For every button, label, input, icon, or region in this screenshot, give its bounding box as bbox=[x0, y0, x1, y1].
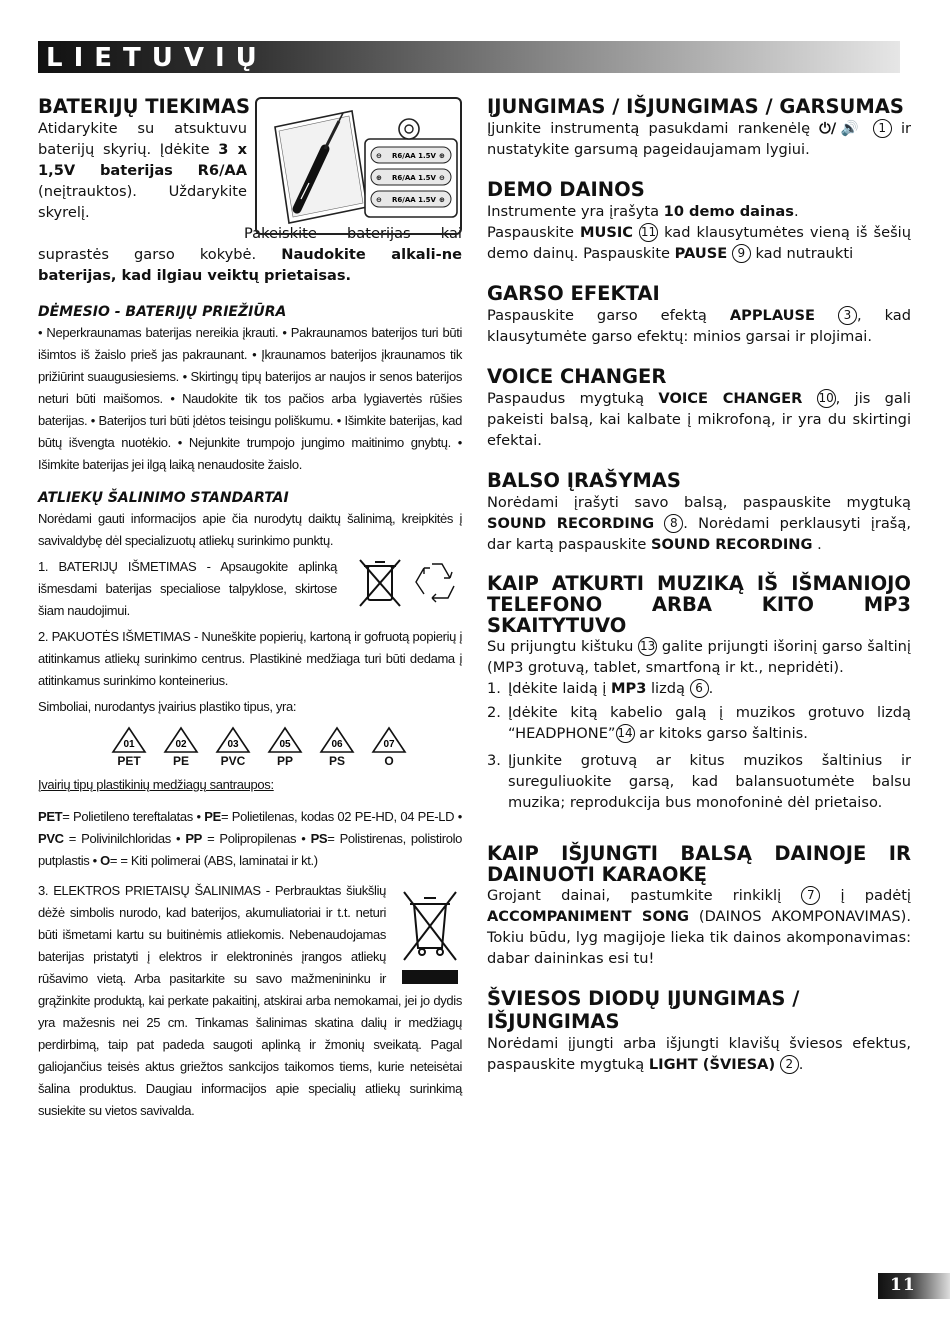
voice-recording-section bbox=[487, 469, 911, 555]
karaoke-text: Grojant dainai, pastumkite rinkiklį 7 į padėtį ACCOMPANIMENT SONG (DAINOS AKOMPONAVIMAS). Tokiu būdu, lyg magijoje lieka tik dainos akomponavimas: dabar daininkas esi tu! bbox=[487, 887, 911, 967]
battery-illustration bbox=[255, 97, 462, 235]
left-column bbox=[38, 95, 462, 1122]
power-title: ĮJUNGIMAS / IŠJUNGIMAS / GARSUMAS bbox=[487, 95, 904, 118]
weee-symbol bbox=[398, 882, 462, 988]
battery-section bbox=[38, 95, 462, 286]
callout-number: 2 bbox=[780, 1055, 799, 1074]
page-number-tab bbox=[878, 1273, 950, 1299]
lights-text: Norėdami įjungti arba išjungti klavišų šviesos efektus, paspauskite mygtuką LIGHT (ŠVIESA) 2 . bbox=[487, 1035, 911, 1073]
svg-text:⊖: ⊖ bbox=[439, 174, 445, 182]
waste-title: ATLIEKŲ ŠALINIMO STANDARTAI bbox=[38, 490, 289, 506]
plastic-abbreviations-title: Įvairių tipų plastikinių medžiagų santraupos: bbox=[38, 777, 274, 792]
voice-recording-text: Norėdami įrašyti savo balsą, paspauskite mygtuką SOUND RECORDING 8 . Norėdami perklausyti įrašą, dar kartą paspauskite SOUND RECORDING . bbox=[487, 494, 911, 553]
callout-number: 1 bbox=[873, 119, 892, 138]
mp3-step: 1. Įdėkite laidą į MP3 lizdą 6 . bbox=[487, 680, 714, 697]
karaoke-title: KAIP IŠJUNGTI BALSĄ DAINOJE IR DAINUOTI KARAOKĘ bbox=[487, 842, 911, 886]
svg-text:06: 06 bbox=[331, 739, 343, 750]
sound-effects-text: Paspauskite garso efektą APPLAUSE 3 , kad klausytumėte garso efektų: minios garsai ir plojimai. bbox=[487, 307, 911, 345]
plastic-symbol: 06 PS bbox=[319, 726, 355, 768]
battery-title: BATERIJŲ TIEKIMAS bbox=[38, 95, 250, 118]
sound-effects-section bbox=[487, 282, 911, 347]
svg-text:01: 01 bbox=[123, 739, 135, 750]
callout-number: 7 bbox=[801, 886, 820, 905]
mp3-step: 3. Įjunkite grotuvą ar kitus muzikos šaltinius ir sureguliuokite garsą, kad balansuotumėte balsu muzika; reprodukcija bus monofoninė dėl prietaiso. bbox=[487, 752, 911, 811]
svg-text:02: 02 bbox=[175, 739, 187, 750]
electrical-disposal-text: 3. ELEKTROS PRIETAISŲ ŠALINIMAS - Perbrauktas šiukšlių dėžė simbolis nurodo, kad baterijos, akumuliatoriai ir t.t. neturi būti išmetami kartu su buitinėmis atliekomis. Nebenaudojamas baterijas pristatyti į elektros ir elektroninės įrangos atliekų rūšavimo vietą. Arba pasitarkite su savo mažmenininku ir grąžinkite produktą, kai perkate pakaitinį, atskirai arba nemokamai, jei jo dydis yra mažesnis nei 25 cm. Tinkamas šalinimas skatina dalių ir medžiagų perdirbimą, taip pat padeda saugoti aplinką ir žmonių sveikatą. Pagal galiojančius teisės aktus griežtos sankcijos taikomos tiems, kurie neteisėtai šalina produktus. Daugiau informacijos apie specialių atliekų surinkimą susiekite su vietos savivalda. bbox=[38, 883, 462, 1118]
recycle-triangle-icon bbox=[267, 726, 303, 754]
crossed-wheelie-bin-icon bbox=[398, 882, 462, 988]
power-text: Įjunkite instrumentą pasukdami rankenėlę ⏻/🔊 1 ir nustatykite garsumą pageidaujamam lygiui. bbox=[487, 120, 912, 158]
recycling-icons bbox=[356, 554, 466, 612]
recycle-triangle-icon bbox=[215, 726, 251, 754]
voice-changer-title: VOICE CHANGER bbox=[487, 365, 667, 388]
language-title: LIETUVIŲ bbox=[46, 43, 268, 73]
svg-text:05: 05 bbox=[279, 739, 291, 750]
svg-text:⊖: ⊖ bbox=[376, 152, 382, 160]
svg-text:07: 07 bbox=[383, 739, 395, 750]
battery-care-text: • Neperkraunamas baterijas nereikia įkrauti. • Pakraunamos baterijos turi būti išimtos iš žaislo prieš jas pakraunant. • Įkraunamos baterijos įkraunamos tik prižiūrint suaugusiesiems. • Skirtingų tipų baterijos ar naujos ir senos baterijos neturi būti maišomos. • Naudokite tik tos pačios arba lygiavertės rūšies baterijas. • Baterijos turi būti įdėtos teisingu poliškumu. • Išimkite baterijas, kad būtų išvengta nuotėkio. • Nejunkite trumpojo jungimo maitinimo gnybtų. • Išimkite baterijas jei ilgą laiką nenaudosite žaislo. bbox=[38, 325, 462, 472]
battery-care-section bbox=[38, 302, 462, 476]
waste-section bbox=[38, 488, 462, 1122]
battery-label-2: R6/AA 1.5V bbox=[392, 174, 436, 182]
karaoke-section bbox=[487, 843, 911, 969]
packaging-disposal-text: 2. PAKUOTĖS IŠMETIMAS - Nuneškite popierių, kartoną ir gofruotą popierių į atitinkamus atliekų surinkimo centrus. Plastikinė medžiaga turi būti dedama į atitinkamus surinkimo konteinerius. bbox=[38, 629, 462, 688]
svg-text:⊖: ⊖ bbox=[376, 196, 382, 204]
battery-compartment-icon bbox=[257, 99, 460, 233]
battery-text-1: Atidarykite su atsuktuvu baterijų skyrių. Įdėkite 3 x 1,5V baterijas R6/AA (neįtrauktos). Uždarykite skyrelį. bbox=[38, 120, 247, 221]
callout-number: 10 bbox=[817, 389, 836, 408]
voice-changer-text: Paspaudus mygtuką VOICE CHANGER 10 , jis gali pakeisti balsą, kai kalbate į mikrofoną, ir yra du skirtingi efektai. bbox=[487, 390, 911, 449]
plastic-abbreviations-text: PET= Polietileno tereftalatas • PE= Polietilenas, kodas 02 PE-HD, 04 PE-LD • PVC = Polivinilchloridas • PP = Polipropilenas • PS= Polistirenas, polistirolo putplastis • O= = Kiti polimerai (ABS, laminatai ir kt.) bbox=[38, 809, 462, 868]
battery-disposal-text: 1. BATERIJŲ IŠMETIMAS - Apsaugokite aplinką išmesdami baterijas specialiose talpyklose, skirtose šiam naudojimui. bbox=[38, 559, 337, 618]
mp3-step: 2. Įdėkite kitą kabelio galą į muzikos grotuvo lizdą “HEADPHONE” 14 ar kitoks garso šaltinis. bbox=[487, 704, 911, 742]
svg-text:03: 03 bbox=[227, 739, 239, 750]
battery-text-2: Pakeiskite baterijas kai suprastės garso kokybė. Naudokite alkali-ne baterijas, kad ilgiau veiktų prietaisas. bbox=[38, 225, 463, 284]
callout-number: 3 bbox=[838, 306, 857, 325]
recycle-triangle-icon bbox=[111, 726, 147, 754]
callout-number: 14 bbox=[616, 724, 635, 743]
plastic-symbol: 03 PVC bbox=[215, 726, 251, 768]
demo-section bbox=[487, 178, 911, 264]
callout-number: 9 bbox=[732, 244, 751, 263]
battery-label-3: R6/AA 1.5V bbox=[392, 196, 436, 204]
right-column bbox=[487, 95, 911, 1075]
svg-text:⊕: ⊕ bbox=[439, 152, 445, 160]
plastic-symbols bbox=[56, 726, 462, 768]
svg-text:⊕: ⊕ bbox=[439, 196, 445, 204]
battery-care-title: DĖMESIO - BATERIJŲ PRIEŽIŪRA bbox=[38, 304, 287, 320]
language-banner bbox=[38, 41, 900, 73]
recycle-icon bbox=[416, 564, 454, 602]
recycle-triangle-icon bbox=[319, 726, 355, 754]
power-section bbox=[487, 95, 911, 160]
waste-intro: Norėdami gauti informacijos apie čia nurodytų daiktų šalinimą, kreipkitės į savivaldybę dėl specializuotų atliekų surinkimo punktų. bbox=[38, 511, 462, 548]
recycle-triangle-icon bbox=[163, 726, 199, 754]
demo-title: DEMO DAINOS bbox=[487, 178, 645, 201]
voice-recording-title: BALSO ĮRAŠYMAS bbox=[487, 469, 681, 492]
sound-effects-title: GARSO EFEKTAI bbox=[487, 282, 660, 305]
callout-number: 6 bbox=[690, 679, 709, 698]
lights-title: ŠVIESOS DIODŲ ĮJUNGIMAS / IŠJUNGIMAS bbox=[487, 987, 800, 1033]
power-volume-icon: ⏻/🔊 bbox=[819, 120, 864, 137]
plastic-symbol: 02 PE bbox=[163, 726, 199, 768]
callout-number: 13 bbox=[638, 637, 657, 656]
callout-number: 11 bbox=[639, 223, 658, 242]
page-number: 11 bbox=[890, 1275, 916, 1295]
mp3-section bbox=[487, 573, 911, 813]
crossed-bin-icon bbox=[360, 560, 400, 606]
demo-text: Instrumente yra įrašyta 10 demo dainas. Paspauskite MUSIC 11 kad klausytumėtes vieną iš šešių demo dainų. Paspauskite PAUSE 9 kad nutraukti bbox=[487, 203, 911, 262]
plastic-symbols-intro: Simboliai, nurodantys įvairius plastiko tipus, yra: bbox=[38, 699, 297, 714]
mp3-steps bbox=[487, 678, 911, 813]
plastic-symbol: 01 PET bbox=[111, 726, 147, 768]
plastic-symbol: 05 PP bbox=[267, 726, 303, 768]
recycle-triangle-icon bbox=[371, 726, 407, 754]
mp3-intro: Su prijungtu kištuku 13 galite prijungti išorinį garso šaltinį (MP3 grotuvą, tablet, smartfoną ir kt., nepridėti). bbox=[487, 638, 911, 676]
battery-label-1: R6/AA 1.5V bbox=[392, 152, 436, 160]
svg-text:⊕: ⊕ bbox=[376, 174, 382, 182]
lights-section bbox=[487, 987, 911, 1075]
callout-number: 8 bbox=[664, 514, 683, 533]
voice-changer-section bbox=[487, 365, 911, 451]
mp3-title: KAIP ATKURTI MUZIKĄ IŠ IŠMANIOJO TELEFONO ARBA KITO MP3 SKAITYTUVO bbox=[487, 572, 911, 637]
plastic-symbol: 07 O bbox=[371, 726, 407, 768]
